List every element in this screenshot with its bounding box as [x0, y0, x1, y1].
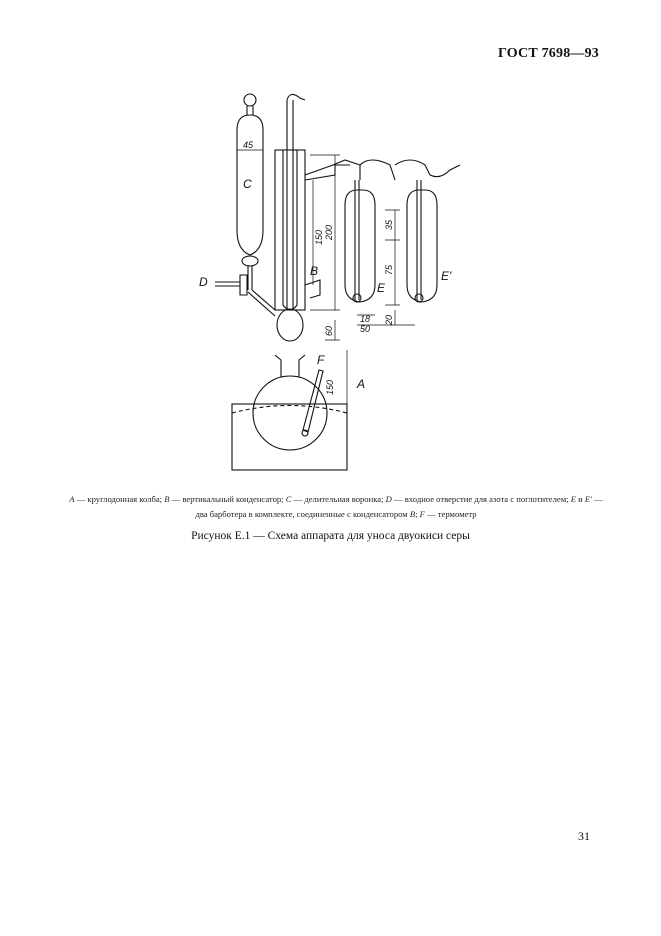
dim-20: 20	[384, 314, 394, 325]
dim-60: 60	[324, 325, 334, 336]
legend-label: E	[570, 494, 576, 504]
legend-text: — два барботера в комплекте, соединенные с конденсатором	[195, 494, 603, 519]
water-level	[232, 406, 347, 414]
label-f: F	[317, 353, 325, 367]
legend-label: B	[164, 494, 170, 504]
legend-text: — вертикальный конденсатор;	[171, 494, 284, 504]
dim-200: 200	[324, 224, 334, 240]
dim-75: 75	[384, 264, 394, 275]
label-a: A	[357, 377, 366, 391]
label-d: D	[199, 275, 208, 289]
legend-label: F	[419, 509, 425, 519]
dim-35: 35	[384, 219, 394, 230]
label-b: B	[310, 264, 319, 278]
bubbler-e	[345, 190, 375, 302]
dim-45: 45	[243, 140, 254, 150]
legend-label: D	[385, 494, 392, 504]
label-e: E	[377, 281, 386, 295]
apparatus-diagram	[185, 70, 475, 480]
dim-150: 150	[314, 229, 324, 245]
legend-text: — термометр	[427, 509, 477, 519]
nitrogen-inlet-d	[215, 282, 240, 286]
condenser-b	[275, 150, 305, 310]
legend-text: — делительная воронка;	[293, 494, 384, 504]
standard-header: ГОСТ 7698—93	[498, 46, 599, 61]
label-c: C	[243, 177, 252, 191]
legend-text: и	[578, 494, 583, 504]
dim-150b: 150	[325, 379, 335, 395]
figure-caption: Рисунок Е.1 — Схема аппарата для уноса двуокиси серы	[191, 530, 470, 542]
label-e-prime: E'	[441, 269, 452, 283]
legend-label: A	[69, 494, 75, 504]
page-number: 31	[578, 829, 590, 843]
legend-label: C	[285, 494, 292, 504]
legend-text: — круглодонная колба;	[76, 494, 163, 504]
dim-50: 50	[360, 324, 371, 334]
legend-label: B	[409, 509, 416, 519]
water-bath	[232, 404, 347, 470]
bubbler-e-prime	[407, 190, 437, 302]
flask-a	[253, 376, 327, 450]
legend-label: E'	[584, 494, 592, 504]
legend-text: — входное отверстие для азота с поглотителем;	[394, 494, 569, 504]
figure-legend	[66, 492, 606, 522]
dim-18: 18	[360, 314, 371, 324]
legend-text: ;	[415, 509, 418, 519]
